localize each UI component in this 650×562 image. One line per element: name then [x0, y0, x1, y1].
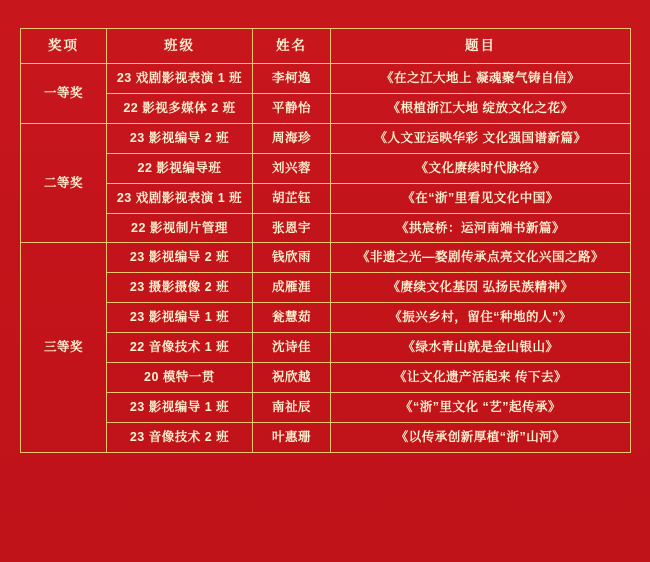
cell-class: 23 影视编导 1 班 — [107, 303, 253, 333]
cell-title: 《根植浙江大地 绽放文化之花》 — [331, 94, 631, 124]
table-row — [21, 362, 631, 392]
cell-name: 成雁涯 — [253, 273, 331, 303]
cell-title: 《拱宸桥：运河南端书新篇》 — [331, 213, 631, 243]
cell-name: 李柯逸 — [253, 64, 331, 94]
cell-title: 《赓续文化基因 弘扬民族精神》 — [331, 273, 631, 303]
cell-class: 22 影视编导班 — [107, 153, 253, 183]
table-body — [21, 64, 631, 452]
table-header — [21, 29, 631, 64]
cell-title: 《在之江大地上 凝魂聚气铸自信》 — [331, 64, 631, 94]
table-row — [21, 64, 631, 94]
cell-class: 23 影视编导 2 班 — [107, 123, 253, 153]
cell-class: 23 音像技术 2 班 — [107, 422, 253, 452]
table-row — [21, 303, 631, 333]
cell-title: 《让文化遗产活起来 传下去》 — [331, 362, 631, 392]
cell-class: 22 音像技术 1 班 — [107, 333, 253, 363]
column-header-award: 奖项 — [21, 29, 107, 64]
table-row — [21, 333, 631, 363]
cell-class: 23 影视编导 1 班 — [107, 392, 253, 422]
table-row — [21, 153, 631, 183]
cell-class: 22 影视制片管理 — [107, 213, 253, 243]
table-row — [21, 273, 631, 303]
table-row — [21, 243, 631, 273]
cell-title: 《人文亚运映华彩 文化强国谱新篇》 — [331, 123, 631, 153]
cell-class: 23 影视编导 2 班 — [107, 243, 253, 273]
cell-name: 刘兴蓉 — [253, 153, 331, 183]
table-row — [21, 123, 631, 153]
cell-name: 瓮慧茹 — [253, 303, 331, 333]
award-table — [20, 28, 631, 453]
cell-class: 23 戏剧影视表演 1 班 — [107, 183, 253, 213]
cell-name: 胡芷钰 — [253, 183, 331, 213]
cell-name: 沈诗佳 — [253, 333, 331, 363]
cell-name: 钱欣雨 — [253, 243, 331, 273]
cell-title: 《在“浙”里看见文化中国》 — [331, 183, 631, 213]
cell-class: 22 影视多媒体 2 班 — [107, 94, 253, 124]
cell-name: 平静怡 — [253, 94, 331, 124]
cell-title: 《非遗之光—婺剧传承点亮文化兴国之路》 — [331, 243, 631, 273]
cell-name: 张恩宇 — [253, 213, 331, 243]
table-row — [21, 213, 631, 243]
column-header-class: 班级 — [107, 29, 253, 64]
cell-name: 南祉辰 — [253, 392, 331, 422]
table-row — [21, 183, 631, 213]
column-header-name: 姓名 — [253, 29, 331, 64]
award-group-label-second: 二等奖 — [21, 123, 107, 243]
cell-class: 23 摄影摄像 2 班 — [107, 273, 253, 303]
table-row — [21, 422, 631, 452]
award-group-label-third: 三等奖 — [21, 243, 107, 452]
table-row — [21, 94, 631, 124]
award-group-label-first: 一等奖 — [21, 64, 107, 124]
cell-name: 祝欣越 — [253, 362, 331, 392]
cell-title: 《绿水青山就是金山银山》 — [331, 333, 631, 363]
cell-class: 23 戏剧影视表演 1 班 — [107, 64, 253, 94]
cell-title: 《文化赓续时代脉络》 — [331, 153, 631, 183]
cell-class: 20 模特一贯 — [107, 362, 253, 392]
cell-name: 叶惠珊 — [253, 422, 331, 452]
cell-title: 《以传承创新厚植“浙”山河》 — [331, 422, 631, 452]
table-row — [21, 392, 631, 422]
cell-title: 《“浙”里文化 “艺”起传承》 — [331, 392, 631, 422]
cell-name: 周海珍 — [253, 123, 331, 153]
table-header-row — [21, 29, 631, 64]
column-header-title: 题目 — [331, 29, 631, 64]
cell-title: 《振兴乡村，留住“种地的人”》 — [331, 303, 631, 333]
